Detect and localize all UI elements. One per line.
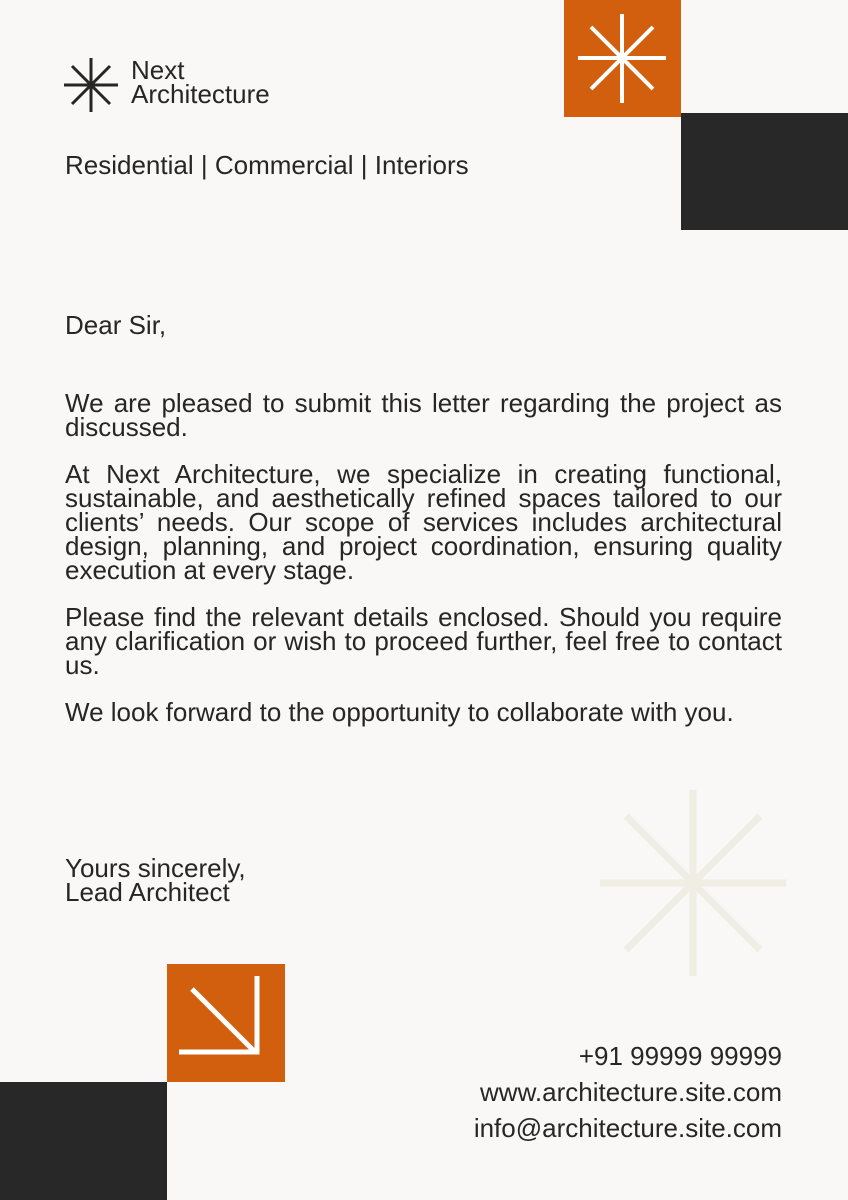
- website-link[interactable]: www.architecture.site.com: [480, 1077, 782, 1107]
- top-dark-block: [681, 113, 848, 230]
- company-name: [131, 55, 270, 109]
- company-name-line2: Architecture: [131, 79, 270, 109]
- contact-block: [474, 1038, 782, 1146]
- logo-asterisk-icon: [64, 58, 118, 112]
- top-accent-block: [564, 0, 681, 117]
- salutation: Dear Sir,: [65, 310, 167, 340]
- arrow-accent-block: [167, 964, 285, 1082]
- phone-number: +91 99999 99999: [578, 1041, 782, 1071]
- email-link[interactable]: info@architecture.site.com: [473, 1113, 782, 1143]
- company-name-line1: Next: [131, 55, 185, 85]
- bottom-dark-block: [0, 1082, 167, 1200]
- asterisk-icon: [564, 0, 681, 117]
- paragraph: At Next Architecture, we specialize in creating functional, sustainable, and aesthetically refined spaces tailored to our clients’ needs. Our scope of services includes architectural design, planning, and project coordination, ensuring quality execution at every stage.: [65, 459, 782, 585]
- signatory-title: Lead Architect: [65, 877, 230, 907]
- paragraph: Please find the relevant details enclosed. Should you require any clarification or wish to proceed further, feel free to contact us.: [65, 602, 782, 680]
- letter-body: [65, 388, 782, 747]
- closing: [65, 853, 246, 907]
- closing-line: Yours sincerely,: [65, 853, 246, 883]
- arrow-down-right-icon: [167, 964, 285, 1082]
- watermark-asterisk-icon: [598, 788, 788, 978]
- tagline: Residential | Commercial | Interiors: [65, 150, 469, 180]
- paragraph: We look forward to the opportunity to collaborate with you.: [65, 697, 734, 727]
- paragraph: We are pleased to submit this letter regarding the project as discussed.: [65, 388, 782, 442]
